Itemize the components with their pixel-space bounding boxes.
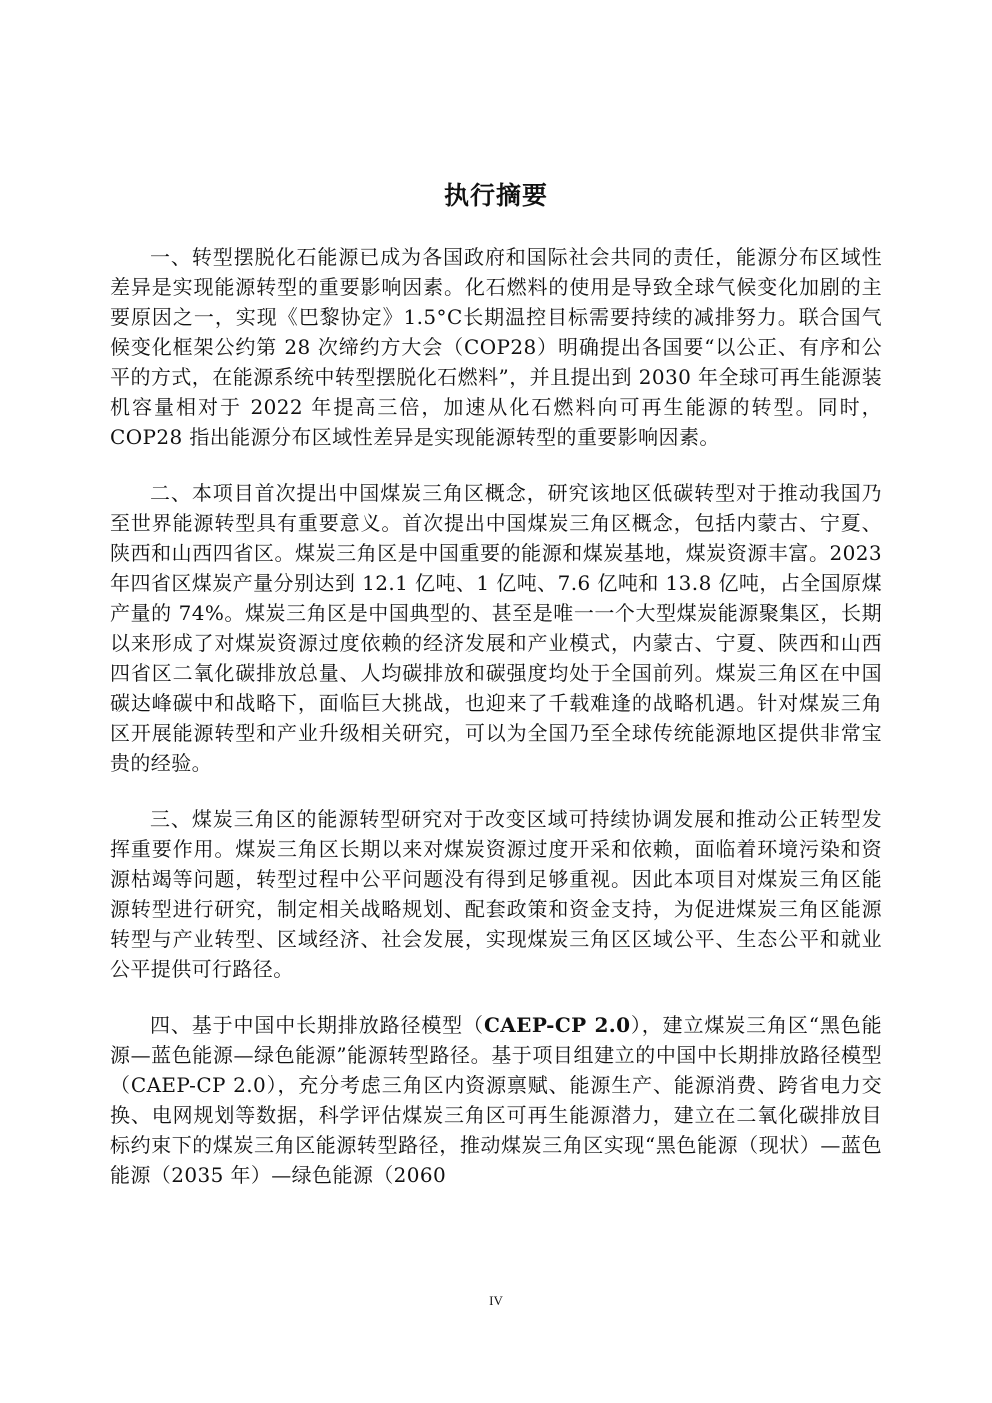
model-name-bold: CAEP-CP 2.0 bbox=[483, 1013, 631, 1037]
paragraph-1: 一、转型摆脱化石能源已成为各国政府和国际社会共同的责任，能源分布区域性差异是实现能源转型的重要影响因素。化石燃料的使用是导致全球气候变化加剧的主要原因之一，实现《巴黎协定》1.5°C长期温控目标需要持续的减排努力。联合国气候变化框架公约第 28 次缔约方大会（COP28）明确提出各国要“以公正、有序和公平的方式，在能源系统中转型摆脱化石燃料”，并且提出到 2030 年全球可再生能源装机容量相对于 2022 年提高三倍，加速从化石燃料向可再生能源的转型。同时，COP28 指出能源分布区域性差异是实现能源转型的重要影响因素。 bbox=[110, 245, 882, 449]
paragraph-4 bbox=[110, 1010, 882, 1190]
paragraph-4-intro: 四、基于中国中长期排放路径模型（ bbox=[150, 1013, 484, 1037]
paragraph-3: 三、煤炭三角区的能源转型研究对于改变区域可持续协调发展和推动公正转型发挥重要作用。煤炭三角区长期以来对煤炭资源过度开采和依赖，面临着环境污染和资源枯竭等问题，转型过程中公平问题没有得到足够重视。因此本项目对煤炭三角区能源转型进行研究，制定相关战略规划、配套政策和资金支持，为促进煤炭三角区能源转型与产业转型、区域经济、社会发展，实现煤炭三角区区域公平、生态公平和就业公平提供可行路径。 bbox=[110, 807, 882, 981]
paragraph-4-rest: ），建立煤炭三角区“黑色能源—蓝色能源—绿色能源”能源转型路径。基于项目组建立的中国中长期排放路径模型（CAEP-CP 2.0），充分考虑三角区内资源禀赋、能源生产、能源消费、跨省电力交换、电网规划等数据，科学评估煤炭三角区可再生能源潜力，建立在二氧化碳排放目标约束下的煤炭三角区能源转型路径，推动煤炭三角区实现“黑色能源（现状）—蓝色能源（2035 年）—绿色能源（2060 bbox=[110, 1013, 882, 1187]
page-title: 执行摘要 bbox=[443, 181, 548, 210]
body-text bbox=[110, 242, 882, 1216]
page-number: IV bbox=[489, 1293, 503, 1308]
paragraph-2: 二、本项目首次提出中国煤炭三角区概念，研究该地区低碳转型对于推动我国乃至世界能源转型具有重要意义。首次提出中国煤炭三角区概念，包括内蒙古、宁夏、陕西和山西四省区。煤炭三角区是中国重要的能源和煤炭基地，煤炭资源丰富。2023 年四省区煤炭产量分别达到 12.1 亿吨、1 亿吨、7.6 亿吨和 13.8 亿吨，占全国原煤产量的 74%。煤炭三角区是中国典型的、甚至是唯一一个大型煤炭能源聚集区，长期以来形成了对煤炭资源过度依赖的经济发展和产业模式，内蒙古、宁夏、陕西和山西四省区二氧化碳排放总量、人均碳排放和碳强度均处于全国前列。煤炭三角区在中国碳达峰碳中和战略下，面临巨大挑战，也迎来了千载难逢的战略机遇。针对煤炭三角区开展能源转型和产业升级相关研究，可以为全国乃至全球传统能源地区提供非常宝贵的经验。 bbox=[110, 481, 882, 775]
